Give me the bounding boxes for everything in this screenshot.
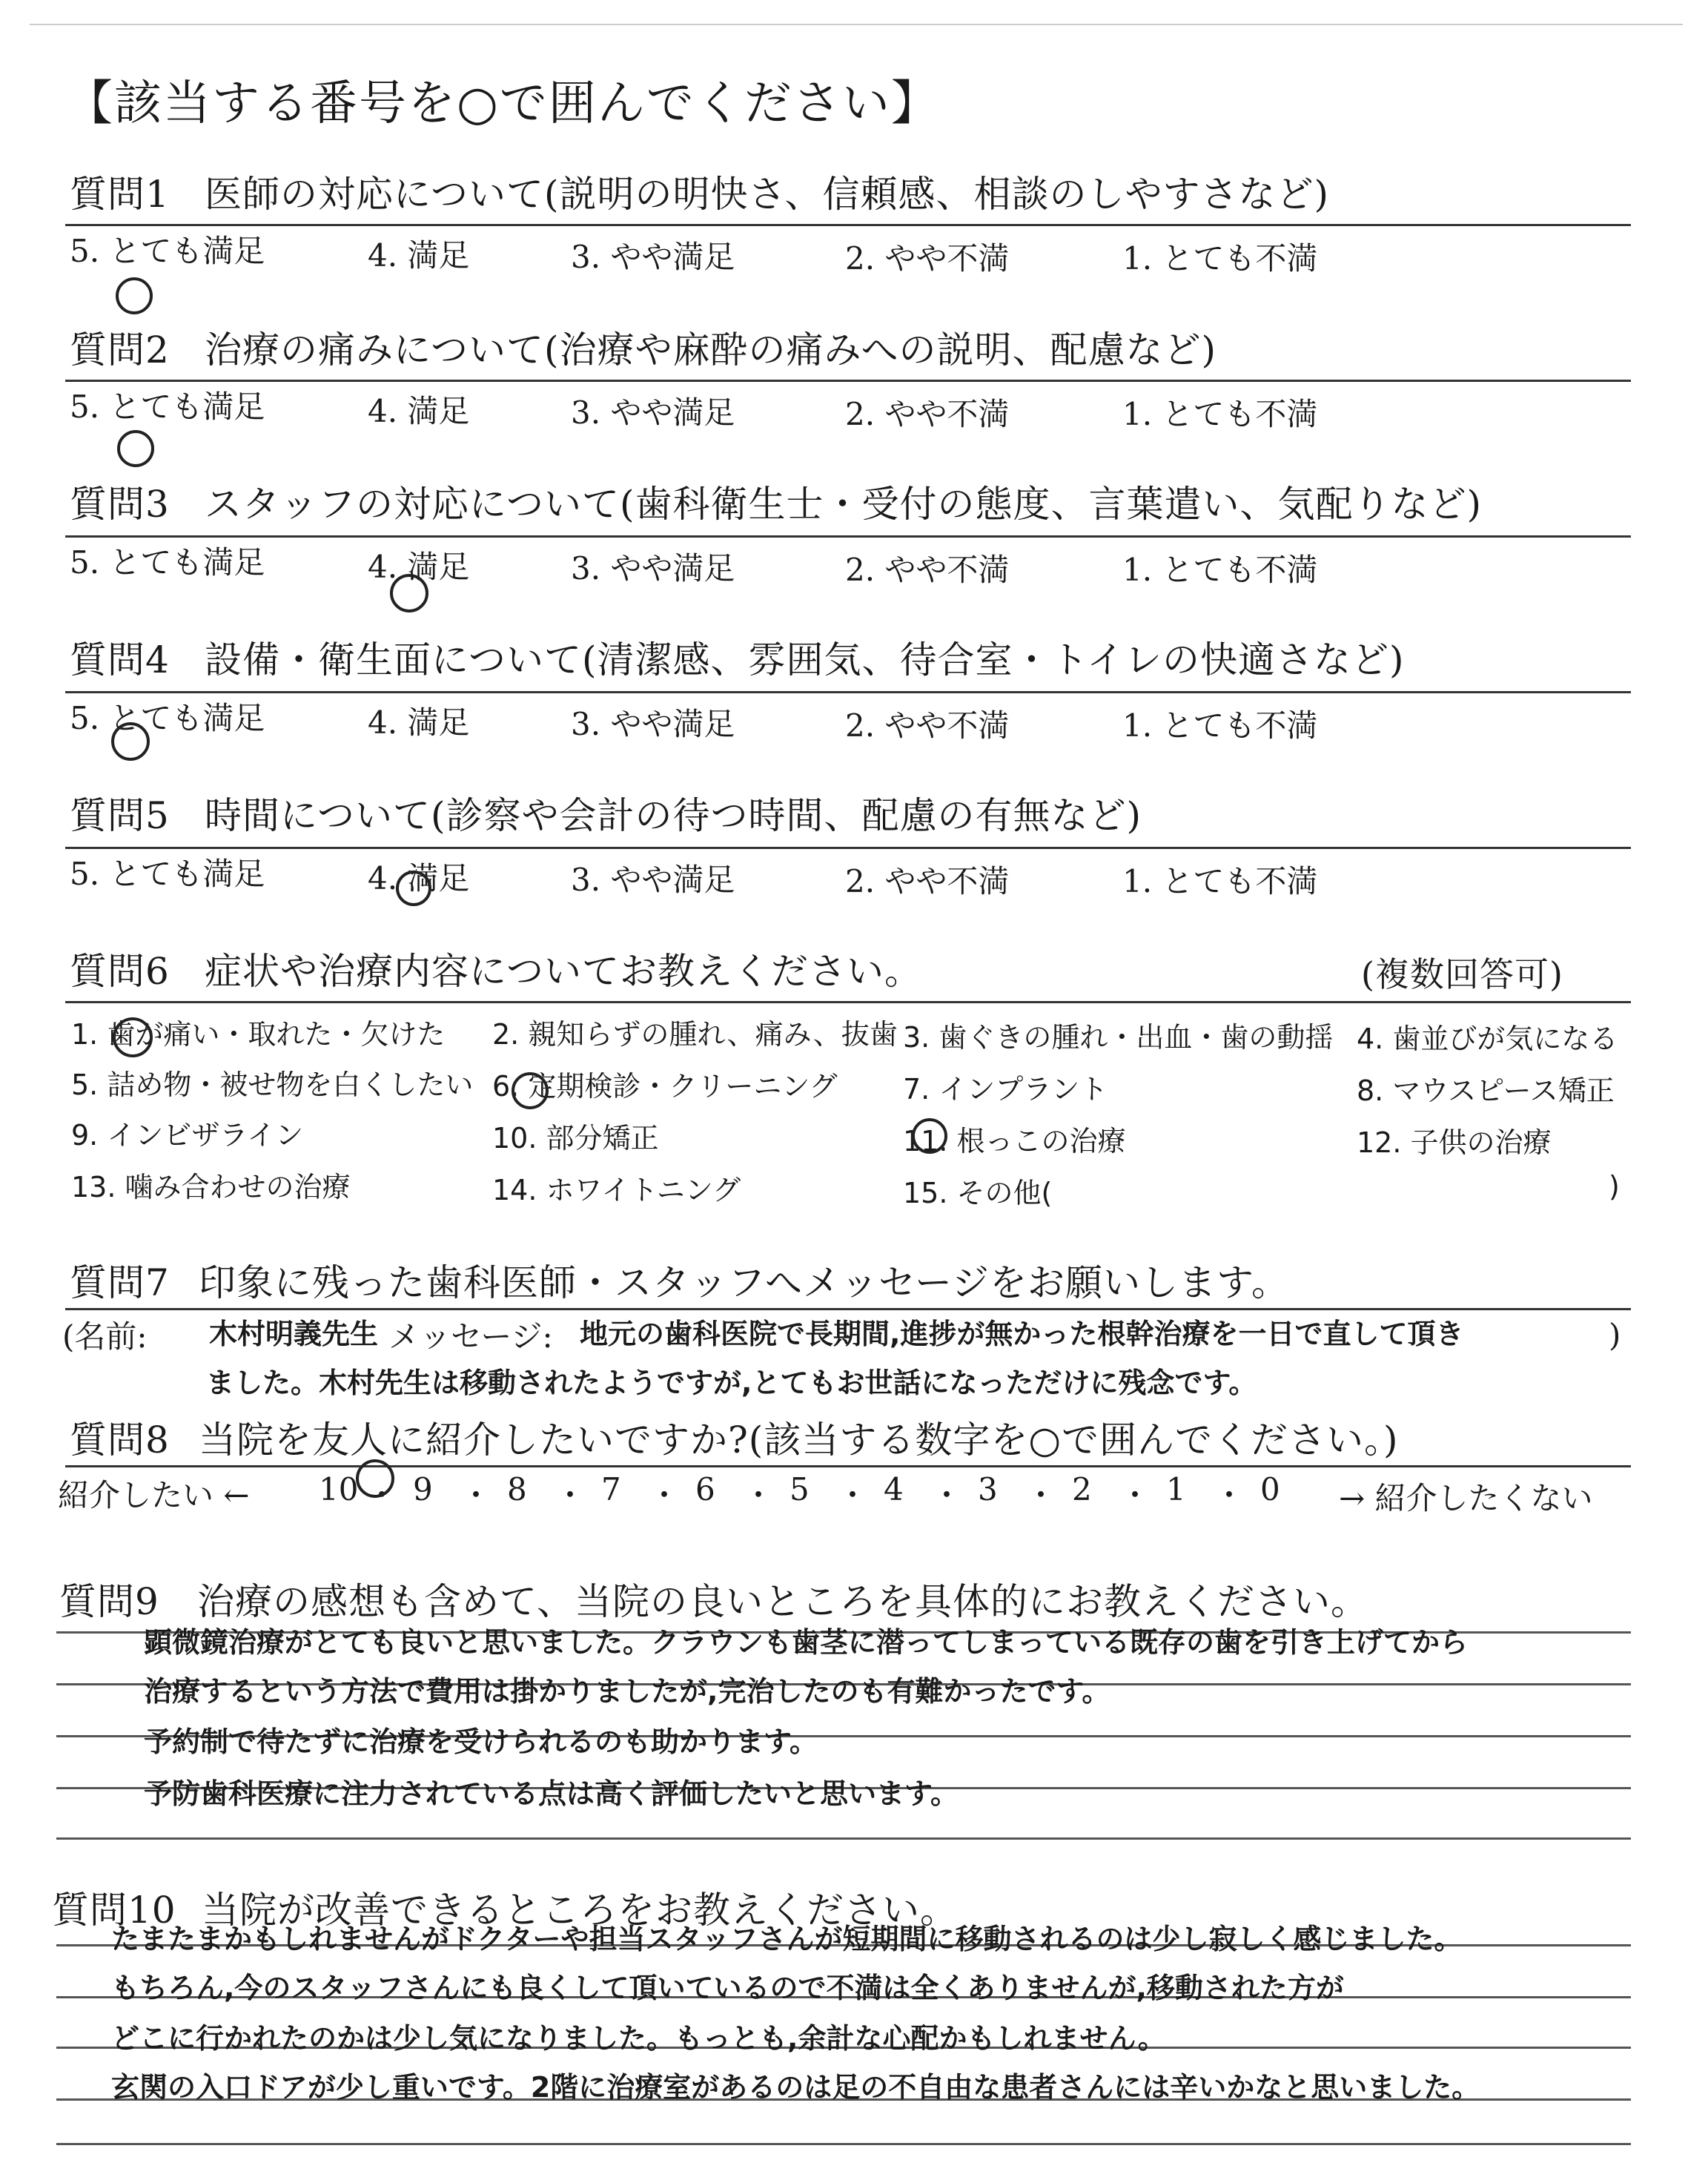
option-4[interactable]: 4. 満足 [368,237,470,274]
option-5[interactable]: 5. とても満足 [70,544,265,581]
answer-line-2: 治療するという方法で費用は掛かりましたが,完治したのも有難かったです。 [144,1675,1110,1708]
divider [65,535,1631,538]
option-1[interactable]: 1. とても不満 [1122,396,1318,432]
option-2[interactable]: 2. やや不満 [845,396,1010,432]
option-5[interactable]: 5. とても満足 [70,856,265,892]
message-label: メッセージ: [388,1318,553,1355]
question-label: 質問7 [70,1261,170,1304]
option-5[interactable]: 5. とても満足 [70,389,265,425]
answer-line-1: たまたまかもしれませんがドクターや担当スタッフさんが短期間に移動されるのは少し寂しく感じました。 [111,1923,1463,1955]
q6-option-4[interactable]: 4. 歯並びが気になる [1357,1023,1618,1055]
divider [65,380,1631,382]
option-1[interactable]: 1. とても不満 [1122,707,1318,744]
scale-separator: ・ [743,1477,775,1513]
question-label: 質問9 [59,1580,159,1623]
multiple-answer-note: (複数回答可) [1361,954,1563,994]
writing-line [56,2143,1631,2145]
scan-edge-line [30,24,1683,25]
scale-value-0[interactable]: 0 [1260,1471,1280,1507]
q6-option-8[interactable]: 8. マウスピース矯正 [1357,1074,1615,1107]
option-3[interactable]: 3. やや満足 [571,862,735,898]
option-2[interactable]: 2. やや不満 [845,707,1010,744]
answer-circle [117,430,154,467]
answer-line-3: どこに行かれたのかは少し気になりました。もっとも,余計な心配かもしれません。 [111,2022,1166,2055]
q6-option-12[interactable]: 12. 子供の治療 [1357,1126,1552,1159]
option-1[interactable]: 1. とても不満 [1122,552,1318,588]
question-text: 治療の感想も含めて、当院の良いところを具体的にお教えください。 [197,1580,1368,1623]
option-5[interactable]: 5. とても満足 [70,700,265,736]
question-text: 治療の痛みについて(治療や麻酔の痛みへの説明、配慮など) [205,328,1217,371]
answer-circle [356,1459,394,1498]
question-text: 当院を友人に紹介したいですか?(該当する数字を○で囲んでください。) [199,1418,1399,1462]
answer-line-2: もちろん,今のスタッフさんにも良くして頂いているので不満は全くありませんが,移動された方が [111,1972,1344,2004]
scale-separator: ・ [1119,1477,1151,1513]
scale-separator: ・ [460,1477,492,1513]
scale-value-10[interactable]: 10 [319,1471,359,1507]
message-line-1: 地元の歯科医院で長期間,進捗が無かった根幹治療を一日で直して頂き [580,1318,1464,1350]
question-text: 設備・衛生面について(清潔感、雰囲気、待合室・トイレの快適さなど) [205,638,1405,681]
q6-option-7[interactable]: 7. インプラント [903,1073,1108,1106]
scale-value-2[interactable]: 2 [1072,1471,1092,1507]
option-2[interactable]: 2. やや不満 [845,240,1010,277]
option-4[interactable]: 4. 満足 [368,860,470,896]
scale-separator: ・ [837,1477,869,1513]
option-4[interactable]: 4. 満足 [368,704,470,741]
option-3[interactable]: 3. やや満足 [571,239,735,275]
page-title: 【該当する番号を○で囲んでください】 [65,76,940,131]
q6-option-11[interactable]: 11. 根っこの治療 [903,1125,1126,1157]
name-label: (名前: [62,1318,148,1355]
option-4[interactable]: 4. 満足 [368,393,470,429]
q6-option-15-close: ) [1609,1170,1620,1203]
question-label: 質問2 [70,328,170,371]
scale-separator: ・ [1025,1477,1057,1513]
question-label: 質問8 [70,1418,170,1462]
answer-circle [113,1017,153,1057]
answer-line-1: 顕微鏡治療がとても良いと思いました。クラウンも歯茎に潜ってしまっている既存の歯を引き上げてから [144,1626,1469,1659]
answer-circle [111,722,150,761]
option-3[interactable]: 3. やや満足 [571,706,735,742]
answer-circle [390,574,428,612]
question-label: 質問5 [70,794,170,837]
question-label: 質問3 [70,483,170,526]
divider [65,847,1631,849]
question-label: 質問10 [52,1889,176,1932]
scale-value-7[interactable]: 7 [601,1471,621,1507]
q6-option-10[interactable]: 10. 部分矯正 [492,1122,659,1155]
q6-option-1[interactable]: 1. 歯が痛い・取れた・欠けた [71,1018,446,1051]
question-label: 質問6 [70,950,170,993]
question-text: 印象に残った歯科医師・スタッフへメッセージをお願いします。 [199,1261,1289,1304]
q6-option-14[interactable]: 14. ホワイトニング [492,1174,741,1206]
option-1[interactable]: 1. とても不満 [1122,240,1318,277]
answer-line-4: 玄関の入口ドアが少し重いです。2階に治療室があるのは足の不自由な患者さんには辛いかなと思いました。 [111,2071,1480,2104]
scale-value-1[interactable]: 1 [1166,1471,1186,1507]
q6-option-6[interactable]: 6. 定期検診・クリーニング [492,1070,838,1103]
answer-circle [512,1072,549,1109]
answer-circle [116,277,153,314]
option-2[interactable]: 2. やや不満 [845,863,1010,899]
answer-circle [396,871,431,906]
answer-circle [912,1118,947,1154]
q6-option-15[interactable]: 15. その他( [903,1177,1053,1209]
scale-separator: ・ [1214,1477,1245,1513]
divider [65,691,1631,693]
q6-option-3[interactable]: 3. 歯ぐきの腫れ・出血・歯の動揺 [903,1021,1334,1054]
q6-option-13[interactable]: 13. 噛み合わせの治療 [71,1171,351,1203]
scale-value-4[interactable]: 4 [884,1471,904,1507]
question-text: 症状や治療内容についてお教えください。 [205,950,922,993]
question-text: 時間について(診察や会計の待つ時間、配慮の有無など) [205,794,1142,837]
scale-value-6[interactable]: 6 [695,1471,715,1507]
q6-option-9[interactable]: 9. インビザライン [71,1119,304,1152]
recommend-left-label: 紹介したい ← [58,1477,250,1513]
scale-value-9[interactable]: 9 [413,1471,433,1507]
option-4[interactable]: 4. 満足 [368,549,470,585]
question-label: 質問4 [70,638,170,681]
scale-value-5[interactable]: 5 [790,1471,810,1507]
divider [65,1308,1631,1310]
question-text: 当院が改善できるところをお教えください。 [202,1889,958,1932]
scale-separator: ・ [555,1477,586,1513]
divider [65,224,1631,226]
scale-value-8[interactable]: 8 [507,1471,527,1507]
divider [65,1465,1631,1467]
q6-option-2[interactable]: 2. 親知らずの腫れ、痛み、抜歯 [492,1018,898,1051]
option-3[interactable]: 3. やや満足 [571,550,735,587]
scale-separator: ・ [649,1477,681,1513]
answer-line-3: 予約制で待たずに治療を受けられるのも助かります。 [144,1725,818,1758]
divider [65,1001,1631,1003]
option-5[interactable]: 5. とても満足 [70,233,265,269]
writing-line [56,1837,1631,1840]
question-text: スタッフの対応について(歯科衛生士・受付の態度、言葉遣い、気配りなど) [205,483,1483,526]
q6-option-5[interactable]: 5. 詰め物・被せ物を白くしたい [71,1069,474,1101]
answer-line-4: 予防歯科医療に注力されている点は高く評価したいと思います。 [144,1777,959,1810]
question-label: 質問1 [70,173,170,216]
name-value: 木村明義先生 [209,1318,379,1350]
scale-separator: ・ [931,1477,963,1513]
option-1[interactable]: 1. とても不満 [1122,863,1318,899]
scale-separator: ・ [366,1477,398,1513]
question-text: 医師の対応について(説明の明快さ、信頼感、相談のしやすさなど) [205,173,1330,216]
recommend-right-label: → 紹介したくない [1339,1480,1593,1516]
option-3[interactable]: 3. やや満足 [571,394,735,431]
scale-value-3[interactable]: 3 [978,1471,998,1507]
option-2[interactable]: 2. やや不満 [845,552,1010,588]
message-line-2: ました。木村先生は移動されたようですが,とてもお世話になっただけに残念です。 [206,1367,1257,1399]
message-close: ) [1609,1317,1621,1353]
